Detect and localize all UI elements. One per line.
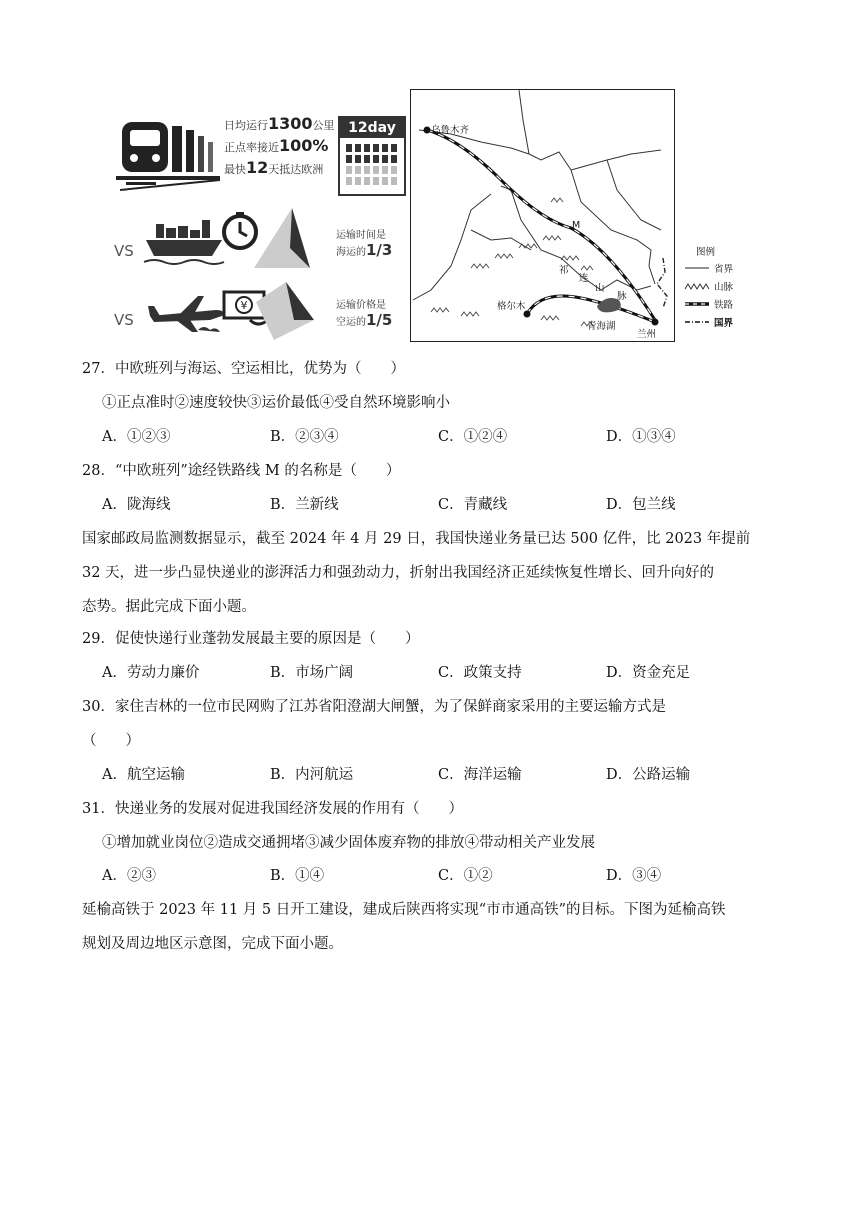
q31-option-c[interactable]: C．①② (438, 868, 493, 884)
q30-stem-blank: （ ） (82, 733, 140, 749)
q30-option-c[interactable]: C．海洋运输 (438, 767, 522, 783)
province-boundary-icon (684, 264, 710, 272)
q27-option-d[interactable]: D．①③④ (606, 429, 676, 445)
rail-line-label-m: M (572, 220, 581, 231)
mountain-label-lian: 连 (579, 273, 589, 284)
intro2-line-2: 32 天，进一步凸显快递业的澎湃活力和强劲动力，折射出我国经济正延续恢复性增长、回升向好的 (82, 565, 715, 581)
city-label-urumqi: 乌鲁木齐 (431, 125, 470, 136)
q31-statements: ①增加就业岗位②造成交通拥堵③减少固体废弃物的排放④带动相关产业发展 (102, 835, 595, 851)
train-icon (112, 116, 222, 196)
q27-statements: ①正点准时②速度较快③运价最低④受自然环境影响小 (102, 395, 450, 411)
q27-stem: 27．中欧班列与海运、空运相比，优势为（ ） (82, 361, 405, 377)
air-comparison: 运输价格是 空运的1/5 (336, 300, 393, 329)
q29-option-c[interactable]: C．政策支持 (438, 665, 522, 681)
calendar-icon (338, 116, 406, 196)
airplane-icon (146, 292, 226, 336)
q28-option-b[interactable]: B．兰新线 (270, 497, 339, 513)
q30-option-b[interactable]: B．内河航运 (270, 767, 354, 783)
lake-label-qinghai: 青海湖 (587, 321, 616, 332)
stat-line-1: 日均运行1300公里 (224, 114, 335, 133)
sea-comparison: 运输时间是 海运的1/3 (336, 230, 393, 259)
intro2-line-1: 国家邮政局监测数据显示，截至 2024 年 4 月 29 日，我国快递业务量已达 500 亿件，比 2023 年提前 (82, 531, 751, 547)
q28-option-a[interactable]: A．陇海线 (102, 497, 171, 513)
mountain-label-qi: 祁 (559, 265, 569, 276)
national-border-icon (684, 318, 710, 326)
vs-label-sea: VS (114, 242, 134, 260)
intro3-line-2: 规划及周边地区示意图，完成下面小题。 (82, 936, 343, 952)
calendar-label: 12day (340, 118, 404, 138)
q29-option-d[interactable]: D．资金充足 (606, 665, 691, 681)
mountain-label-mai: 脉 (617, 291, 627, 302)
q28-option-c[interactable]: C．青藏线 (438, 497, 508, 513)
city-label-golmud: 格尔木 (497, 301, 526, 312)
q30-option-d[interactable]: D．公路运输 (606, 767, 691, 783)
intro3-line-1: 延榆高铁于 2023 年 11 月 5 日开工建设，建成后陕西将实现“市市通高铁”的目标。下图为延榆高铁 (82, 902, 726, 918)
q31-option-d[interactable]: D．③④ (606, 868, 662, 884)
vs-label-air: VS (114, 311, 134, 329)
q31-option-b[interactable]: B．①④ (270, 868, 325, 884)
air-cost-chart-icon (254, 280, 316, 342)
sea-time-chart-icon (252, 206, 312, 270)
q30-stem: 30．家住吉林的一位市民网购了江苏省阳澄湖大闸蟹，为了保鲜商家采用的主要运输方式是 (82, 699, 666, 715)
stat-line-3: 最快12天抵达欧洲 (224, 158, 324, 177)
page: 日均运行1300公里 正点率接近100% 最快12天抵达欧洲 12day VS 运输时间是 海运的1/3 VS ¥ 运输价格是 空运的1/5 乌鲁木齐 M 祁 连 山 脉 格尔木 青海湖 兰州 图例 省界 山脉 铁路 国界 27．中欧班列与海运、空运相比，优势为（ ） ①正点准时②速度较快③运价最低④受自然环境影响小 A．①②③ B．②③④ C．①②④ D．①③④ 28．“中欧班列”途经铁路线 M 的名称是（ ） A．陇海线 B．兰新线 C．青藏线 D．包兰线 国家邮政局监测数据显示，截至 2024 年 4 月 29 日，我国快递业务量已达 500 亿件，比 2023 年提前 32 天，进一步凸显快递业的澎湃活力和强劲动力，折射出我国经济正延续恢复性增长、回升向好的 态势。据此完成下面小题。 29．促使快递行业蓬勃发展最主要的原因是（ ） A．劳动力廉价 B．市场广阔 C．政策支持 D．资金充足 30．家住吉林的一位市民网购了江苏省阳澄湖大闸蟹，为了保鲜商家采用的主要运输方式是 （ ） A．航空运输 B．内河航运 C．海洋运输 D．公路运输 31．快递业务的发展对促进我国经济发展的作用有（ ） ①增加就业岗位②造成交通拥堵③减少固体废弃物的排放④带动相关产业发展 A．②③ B．①④ C．①② D．③④ 延榆高铁于 2023 年 11 月 5 日开工建设，建成后陕西将实现“市市通高铁”的目标。下图为延榆高铁 规划及周边地区示意图，完成下面小题。 (0, 0, 860, 1216)
mountain-label-shan: 山 (595, 283, 605, 294)
q31-stem: 31．快递业务的发展对促进我国经济发展的作用有（ ） (82, 801, 463, 817)
sea-fraction: 1/3 (366, 241, 393, 259)
q29-stem: 29．促使快递行业蓬勃发展最主要的原因是（ ） (82, 631, 420, 647)
air-fraction: 1/5 (366, 311, 393, 329)
intro2-line-3: 态势。据此完成下面小题。 (82, 599, 256, 615)
sea-comparison-line1: 运输时间是 (336, 230, 386, 241)
city-label-lanzhou: 兰州 (637, 329, 657, 340)
q29-option-a[interactable]: A．劳动力廉价 (102, 665, 200, 681)
railway-map (410, 89, 675, 342)
cargo-ship-icon (142, 216, 226, 266)
railway-icon (684, 300, 710, 308)
q27-option-a[interactable]: A．①②③ (102, 429, 171, 445)
infographic (112, 108, 404, 344)
q27-option-c[interactable]: C．①②④ (438, 429, 508, 445)
q31-option-a[interactable]: A．②③ (102, 868, 156, 884)
q27-option-b[interactable]: B．②③④ (270, 429, 339, 445)
q28-stem: 28．“中欧班列”途经铁路线 M 的名称是（ ） (82, 463, 401, 479)
q28-option-d[interactable]: D．包兰线 (606, 497, 676, 513)
air-comparison-line1: 运输价格是 (336, 300, 386, 311)
q29-option-b[interactable]: B．市场广阔 (270, 665, 354, 681)
svg-text:¥: ¥ (240, 299, 248, 312)
q30-option-a[interactable]: A．航空运输 (102, 767, 185, 783)
stat-line-2: 正点率接近100% (224, 136, 329, 155)
mountain-range-icon (684, 282, 710, 290)
